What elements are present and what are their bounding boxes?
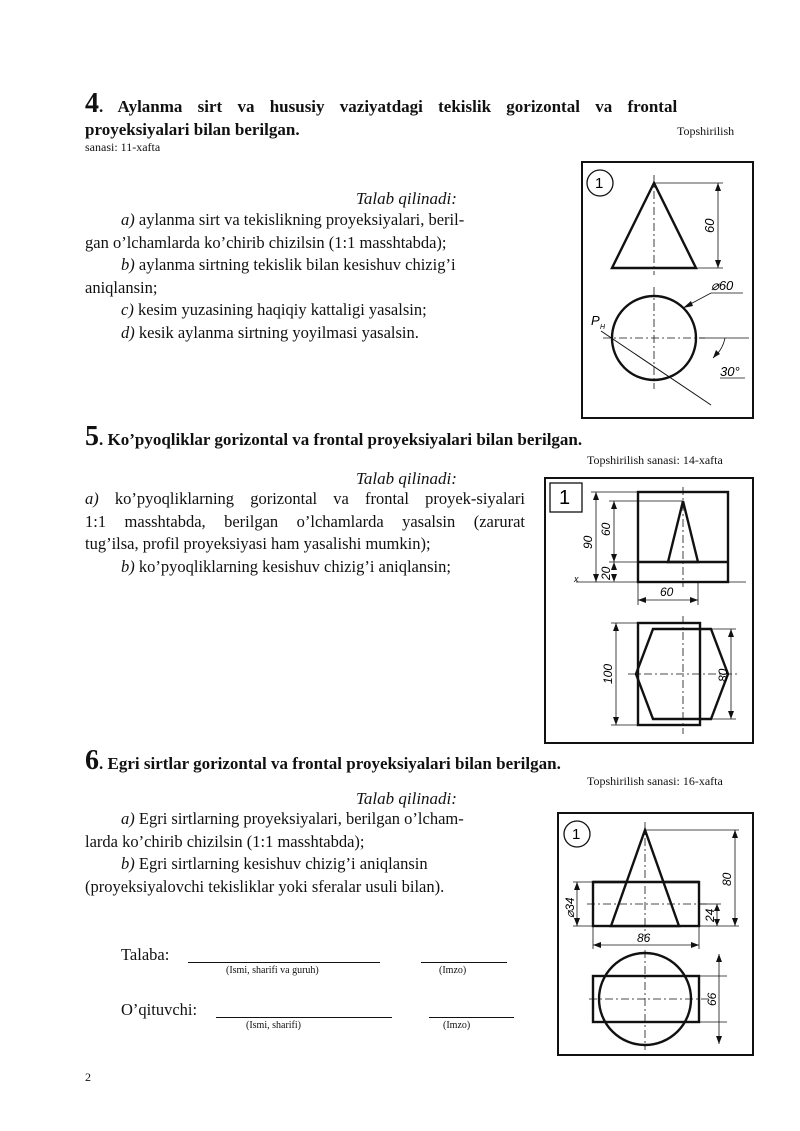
task5-dim-width: 60 bbox=[660, 585, 674, 599]
teacher-name-line[interactable] bbox=[216, 1017, 392, 1018]
task4-item-c: c) kesim yuzasining haqiqiy kattaligi yasalsin; bbox=[121, 300, 427, 319]
task4-required-heading: Talab qilinadi: bbox=[356, 189, 457, 208]
student-signature-hint: (Imzo) bbox=[439, 965, 467, 976]
task4-plane-label: P bbox=[591, 313, 600, 328]
task4-title-line1: . Aylanma sirt va hususiy vaziyatdagi tekislik gorizontal va frontal bbox=[99, 97, 678, 116]
task6-item-b-cont: (proyeksiyalovchi tekisliklar yoki sferalar usuli bilan). bbox=[85, 876, 445, 896]
task5-item-a-l3: tug’ilsa, profil proyeksiyasi ham yasalishi mumkin); bbox=[85, 534, 431, 553]
task6-item-a-cont: larda ko’chirib chizilsin (1:1 masshtabda); bbox=[85, 831, 365, 851]
task5-dim-100: 100 bbox=[601, 663, 615, 684]
task5-heading bbox=[85, 421, 582, 453]
task6-number: 6 bbox=[85, 745, 99, 776]
task6-dim-86: 86 bbox=[637, 931, 651, 945]
task5-number: 5 bbox=[85, 421, 99, 452]
task6-dim-24: 24 bbox=[703, 908, 717, 922]
task4-item-a-cont: gan o’lchamlarda ko’chirib chizilsin (1:1 masshtabda); bbox=[85, 232, 447, 252]
task5-item-a-l2: 1:1 masshtabda, berilgan o’lchamlarda yasalsin (zarurat bbox=[85, 511, 525, 531]
student-label: Talaba: bbox=[121, 945, 170, 964]
task4-item-a: a) aylanma sirt va tekislikning proyeksiyalari, beril- bbox=[121, 210, 465, 229]
task4-due-part2: sanasi: 11-xafta bbox=[85, 140, 161, 154]
task6-dim-80: 80 bbox=[720, 872, 734, 886]
student-name-hint: (Ismi, sharifi va guruh) bbox=[226, 965, 319, 976]
teacher-signature-line[interactable] bbox=[429, 1017, 514, 1018]
teacher-signature-hint: (Imzo) bbox=[443, 1020, 471, 1031]
task6-dim-34: ⌀34 bbox=[563, 897, 577, 918]
task6-item-a: a) Egri sirtlarning proyeksiyalari, berilgan o’lcham- bbox=[121, 809, 464, 828]
task5-dim-90: 90 bbox=[581, 535, 595, 549]
task5-due: Topshirilish sanasi: 14-xafta bbox=[587, 453, 723, 467]
task4-title-line2: proyeksiyalari bilan berilgan. bbox=[85, 120, 300, 139]
task6-title: . Egri sirtlar gorizontal va frontal proyeksiyalari bilan berilgan. bbox=[99, 754, 561, 773]
teacher-label: O’qituvchi: bbox=[121, 1000, 198, 1019]
task5-dim-20: 20 bbox=[599, 566, 613, 580]
task5-variant-label: 1 bbox=[559, 487, 571, 509]
task5-required-heading: Talab qilinadi: bbox=[356, 469, 457, 488]
task5-title: . Ko’pyoqliklar gorizontal va frontal proyeksiyalari bilan berilgan. bbox=[99, 430, 583, 449]
task6-item-b: b) Egri sirtlarning kesishuv chizig’i aniqlansin bbox=[121, 854, 428, 873]
task4-angle: 30° bbox=[720, 364, 740, 379]
task6-due: Topshirilish sanasi: 16-xafta bbox=[587, 774, 723, 788]
student-name-line[interactable] bbox=[188, 962, 380, 963]
task5-item-a: a) ko’pyoqliklarning gorizontal va frontal proyek-siyalari bbox=[85, 489, 525, 508]
task6-required-heading: Talab qilinadi: bbox=[356, 789, 457, 808]
task4-item-d: d) kesik aylanma sirtning yoyilmasi yasalsin. bbox=[121, 322, 419, 342]
task5-dim-80: 80 bbox=[716, 668, 730, 682]
teacher-name-hint: (Ismi, sharifi) bbox=[246, 1020, 301, 1031]
task4-variant-label: 1 bbox=[595, 175, 604, 192]
student-signature-line[interactable] bbox=[421, 962, 507, 963]
task4-heading bbox=[85, 88, 745, 120]
task6-figure bbox=[557, 812, 754, 1056]
task5-item-b: b) ko’pyoqliklarning kesishuv chizig’i aniqlansin; bbox=[121, 556, 451, 576]
task6-dim-66: 66 bbox=[705, 992, 719, 1006]
task4-dim-height: 60 bbox=[702, 218, 717, 233]
task4-dim-diameter: ⌀60 bbox=[711, 278, 734, 293]
task4-requirements bbox=[85, 209, 525, 344]
task4-figure bbox=[581, 161, 754, 419]
task4-item-b-cont: aniqlansin; bbox=[85, 277, 158, 297]
task6-requirements bbox=[85, 808, 525, 898]
task4-item-b: b) aylanma sirtning tekislik bilan kesishuv chizig’i bbox=[121, 255, 456, 274]
task5-figure bbox=[544, 477, 754, 744]
task6-heading bbox=[85, 745, 561, 777]
task5-axis-x: x bbox=[574, 574, 579, 584]
task5-dim-60: 60 bbox=[599, 522, 613, 536]
task4-number: 4 bbox=[85, 88, 99, 119]
page-number: 2 bbox=[85, 1070, 91, 1084]
task4-due-part1: Topshirilish bbox=[677, 124, 735, 138]
task4-plane-sub: H bbox=[600, 324, 606, 331]
task5-requirements bbox=[85, 488, 525, 578]
task6-variant-label: 1 bbox=[572, 826, 581, 843]
